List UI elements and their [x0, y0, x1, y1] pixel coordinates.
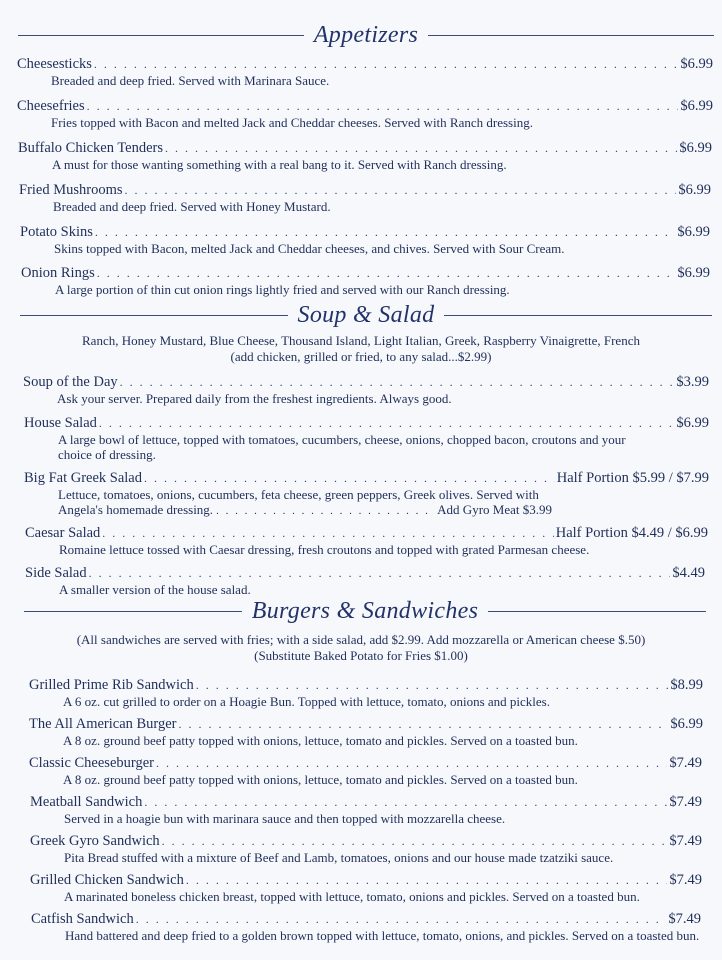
- header-rule: [444, 315, 712, 316]
- item-description: A marinated boneless chicken breast, topped with lettuce, tomato, onions and pickles. Served on a toasted bun.: [64, 889, 640, 904]
- sandwich-sides-note: (All sandwiches are served with fries; with a side salad, add $2.99. Add mozzarella or American cheese $.50): [76, 632, 646, 647]
- item-price: $7.49: [669, 755, 702, 771]
- item-price: $7.49: [669, 872, 702, 888]
- item-name: Grilled Prime Rib Sandwich: [29, 677, 194, 693]
- item-name: Soup of the Day: [23, 374, 118, 390]
- item-description-cont: Angela's homemade dressing.: [58, 502, 214, 517]
- item-price: $8.99: [670, 677, 703, 693]
- baked-potato-note: (Substitute Baked Potato for Fries $1.00): [254, 647, 468, 663]
- menu-item-prime-rib-sandwich: [29, 677, 703, 709]
- item-name: The All American Burger: [29, 716, 177, 732]
- item-name: Grilled Chicken Sandwich: [30, 872, 184, 888]
- menu-item-buffalo-tenders: [18, 140, 712, 172]
- item-price: $7.49: [669, 794, 702, 810]
- menu-item-greek-salad: [24, 470, 709, 519]
- item-price: $6.99: [677, 224, 710, 240]
- item-name: Classic Cheeseburger: [29, 755, 154, 771]
- menu-item-classic-cheeseburger: [29, 755, 702, 787]
- item-description: Fries topped with Bacon and melted Jack and Cheddar cheeses. Served with Ranch dressing.: [51, 115, 533, 130]
- item-description: A large portion of thin cut onion rings lightly fried and served with our Ranch dressing.: [55, 282, 510, 297]
- item-description: Romaine lettuce tossed with Caesar dressing, fresh croutons and topped with grated Parmesan cheese.: [59, 542, 590, 557]
- item-name: Potato Skins: [20, 224, 93, 240]
- item-description-row: [58, 502, 552, 519]
- item-name: Cheesefries: [17, 98, 85, 114]
- item-description: Breaded and deep fried. Served with Honey Mustard.: [53, 199, 331, 214]
- item-description: Ask your server. Prepared daily from the freshest ingredients. Always good.: [57, 391, 452, 406]
- item-price: Half Portion $5.99 / $7.99: [556, 470, 709, 486]
- item-price: $6.99: [670, 716, 703, 732]
- item-name: Side Salad: [25, 565, 87, 581]
- appetizers-header: [18, 22, 714, 49]
- item-name: Greek Gyro Sandwich: [30, 833, 160, 849]
- item-description: Lettuce, tomatoes, onions, cucumbers, feta cheese, green peppers, Greek olives. Served with: [58, 487, 539, 502]
- item-price: $6.99: [679, 140, 712, 156]
- item-price: $6.99: [677, 265, 710, 281]
- item-description-cont: choice of dressing.: [58, 447, 156, 462]
- item-name: Catfish Sandwich: [31, 911, 134, 927]
- item-name: Big Fat Greek Salad: [24, 470, 142, 486]
- item-price: $3.99: [676, 374, 709, 390]
- item-name: Cheesesticks: [17, 56, 92, 72]
- item-name: Fried Mushrooms: [19, 182, 123, 198]
- menu-item-greek-gyro-sandwich: [30, 833, 702, 865]
- sandwich-notes: [0, 632, 722, 663]
- item-description: Skins topped with Bacon, melted Jack and Cheddar cheeses, and chives. Served with Sour Cream.: [54, 241, 565, 256]
- item-price: $7.49: [669, 833, 702, 849]
- item-description: A 6 oz. cut grilled to order on a Hoagie Bun. Topped with lettuce, tomato, onions and pickles.: [63, 694, 550, 709]
- item-description: Served in a hoagie bun with marinara sauce and then topped with mozzarella cheese.: [64, 811, 506, 826]
- soup-salad-header: [20, 302, 712, 329]
- menu-item-cheesefries: [17, 98, 713, 130]
- appetizers-title: Appetizers: [313, 22, 419, 48]
- menu-item-meatball-sandwich: [30, 794, 702, 826]
- item-description: A 8 oz. ground beef patty topped with onions, lettuce, tomato and pickles. Served on a toasted bun.: [63, 772, 578, 787]
- item-name: House Salad: [24, 415, 97, 431]
- menu-item-house-salad: [24, 415, 709, 462]
- menu-item-grilled-chicken-sandwich: [30, 872, 702, 904]
- item-price: $4.49: [672, 565, 705, 581]
- item-description: Hand battered and deep fried to a golden brown topped with lettuce, tomato, onions, and pickles. Served on a toasted bun.: [65, 928, 700, 943]
- salad-addon-note: (add chicken, grilled or fried, to any salad...$2.99): [230, 348, 492, 364]
- item-description: Pita Bread stuffed with a mixture of Beef and Lamb, tomatoes, onions and our house made tzatziki sauce.: [64, 850, 614, 865]
- item-name: Caesar Salad: [25, 525, 101, 541]
- header-rule: [428, 35, 714, 36]
- item-name: Buffalo Chicken Tenders: [18, 140, 164, 156]
- item-price: $6.99: [680, 56, 713, 72]
- soup-salad-title: Soup & Salad: [297, 302, 435, 328]
- menu-item-soup-of-the-day: [23, 374, 709, 406]
- item-description: A 8 oz. ground beef patty topped with onions, lettuce, tomato and pickles. Served on a toasted bun.: [63, 733, 578, 748]
- item-price: $6.99: [678, 182, 711, 198]
- menu-item-fried-mushrooms: [19, 182, 711, 214]
- header-rule: [24, 611, 242, 612]
- menu-item-caesar-salad: [25, 525, 708, 557]
- item-name: Onion Rings: [21, 265, 95, 281]
- item-description: A must for those wanting something with a real bang to it. Served with Ranch dressing.: [52, 157, 507, 172]
- header-rule: [20, 315, 288, 316]
- burgers-title: Burgers & Sandwiches: [251, 598, 479, 624]
- header-rule: [488, 611, 706, 612]
- menu-item-catfish-sandwich: [31, 911, 701, 943]
- menu-item-side-salad: [25, 565, 705, 597]
- header-rule: [18, 35, 304, 36]
- menu-item-all-american-burger: [29, 716, 703, 748]
- item-price: $6.99: [680, 98, 713, 114]
- item-description: A large bowl of lettuce, topped with tomatoes, cucumbers, cheese, onions, chopped bacon, croutons and your: [58, 432, 626, 447]
- item-description: A smaller version of the house salad.: [59, 582, 251, 597]
- item-description: Breaded and deep fried. Served with Marinara Sauce.: [51, 73, 330, 88]
- burgers-header: [24, 598, 706, 625]
- menu-item-potato-skins: [20, 224, 710, 256]
- item-name: Meatball Sandwich: [30, 794, 143, 810]
- dressing-options: [0, 333, 722, 364]
- menu-item-cheesesticks: [17, 56, 713, 88]
- gyro-addon: Add Gyro Meat $3.99: [437, 502, 552, 517]
- item-price: Half Portion $4.49 / $6.99: [555, 525, 708, 541]
- item-price: $6.99: [676, 415, 709, 431]
- dressing-list: Ranch, Honey Mustard, Blue Cheese, Thousand Island, Light Italian, Greek, Raspberry Vinaigrette, French: [82, 333, 640, 348]
- item-price: $7.49: [668, 911, 701, 927]
- menu-item-onion-rings: [21, 265, 710, 297]
